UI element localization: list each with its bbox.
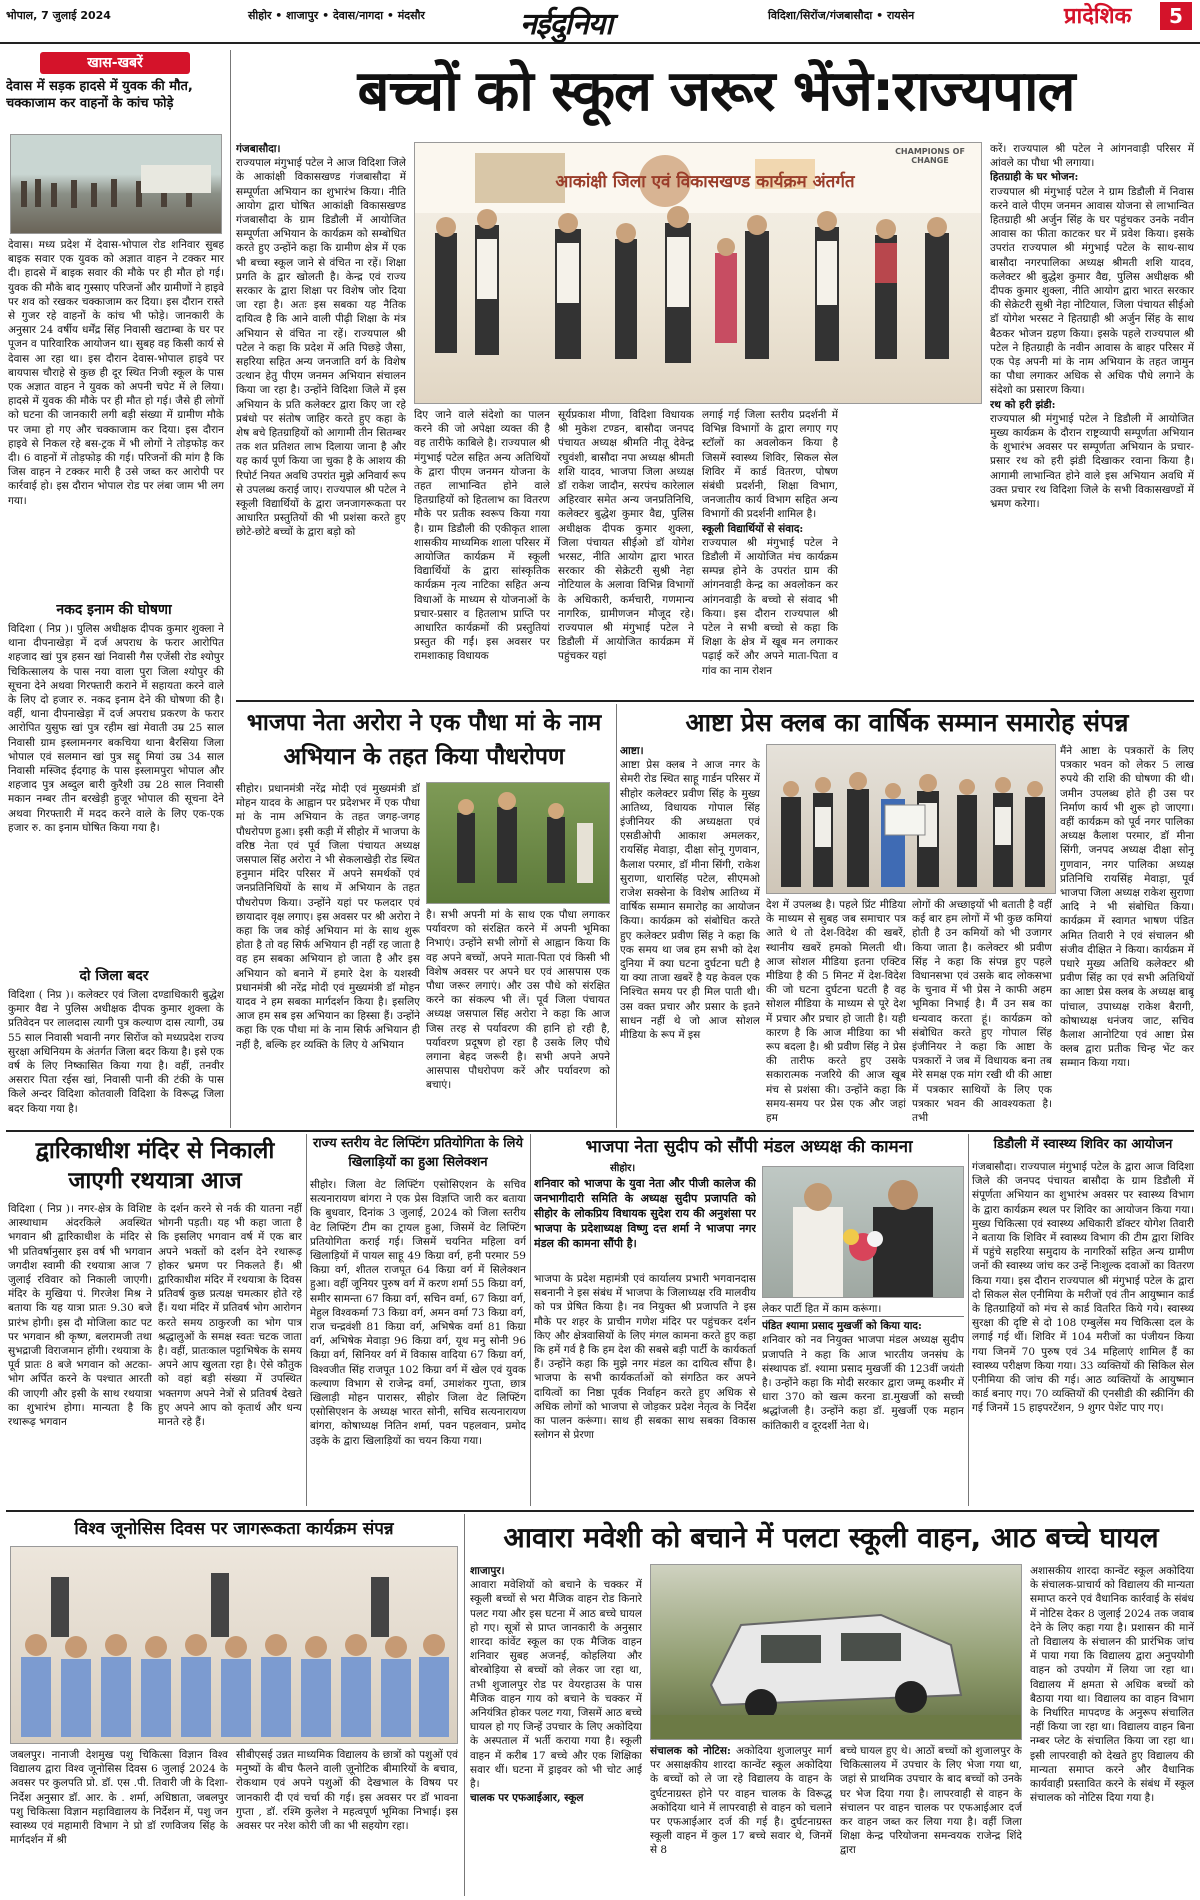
column-divider-5 [968,1134,969,1506]
governor-event-photo [414,142,982,404]
didauli-headline: डिडौली में स्वास्थ्य शिविर का आयोजन [993,1137,1173,1152]
sudeep-headline: भाजपा नेता सुदीप को सौंपी मंडल अध्यक्ष की कामना [585,1137,913,1157]
left-cities: सीहोर • शाजापुर • देवास/नागदा • मंदसौर [248,9,425,22]
sudeep-photo [762,1166,964,1298]
lead-col3-text: सूर्यप्रकाश मीणा, विदिशा विधायक श्री मुकेश टण्डन, बासौदा जनपद पंचायत अध्यक्ष श्रीमति नीतू देवेन्द्र रघुवंशी, बासौदा नपा अध्यक्ष श्रीमती शशि यादव, भाजपा जिला अध्यक्ष डॉ राकेश जादौन, सरपंच कारेलाल अहिरवार समेत अन्य जनप्रतिनिधि, कलेक्टर बुद्धेश कुमार वैद्य, पुलिस अधीक्षक दीपक कुमार शुक्ला, जिला पंचायत सीईओ डॉ योगेश भरसट, नीति आयोग द्वारा भारत सरकार की सेक्रेटरी सुश्री नेहा नोटियाल के अलावा विभिन्न विभागों के अधिकारी, कर्मचारी, गणमान्य नागरिक, ग्रामीणजन मौजूद रहे। राज्यपाल श्री मंगुभाई पटेल ने डिडौली में आयोजित कार्यक्रम में पहुंचकर यहां [558,409,694,663]
lead-dateline: गंजबासौदा। [236,143,281,155]
awara-column-2 [650,1744,832,1898]
zoonosis-headline: विश्व जूनोसिस दिवस पर जागरूकता कार्यक्रम संपन्न [74,1519,394,1539]
lead-col1-text: राज्यपाल मंगुभाई पटेल ने आज विदिशा जिले के आकांक्षी विकासखण्ड गंजबासौदा में सम्पूर्णता अभियान का शुभारंभ किया। नीति आयोग द्वारा घोषित आकांक्षी विकासखण्ड गंजबासौदा के ग्राम डिडौली में आयोजित सम्पूर्णता अभियान के कार्यक्रम को सम्बोधित करते हुए उन्होंने कहा कि ग्रामीण क्षेत्र में एक भी बच्चा स्कूल जाने से वंचित ना रहें। शिक्षा प्रगति के द्वार खोलती है। केन्द्र एवं राज्य सरकार के द्वारा शिक्षा पर विशेष जोर दिया जा रहा है। अतः इस सबका यह नैतिक दायित्व है कि आने वाली पीढ़ी शिक्षा के मंत्र अभियान से वंचित ना रहें। राज्यपाल श्री पटेल ने कहा कि प्रदेश में अति पिछड़े जैसा, सहरिया सहित अन्य जनजाति वर्ग के विशेष उत्थान हेतु पीएम जनमन अभियान संचालन किया जा रहा है। उन्होंने विदिशा जिले में इस अभियान के प्रति कलेक्टर द्वारा किए जा रहे प्रबंधो पर संतोष जाहिर करते हुए कहा के शेष बचे हितग्राहियों को आगामी तीन सितम्बर तक शत प्रतिशत लाभ दिलाया जाना है और यह कार्य पूर्ण किया जा चुका है के आशय की रिपोर्ट नियत अवधि उपरांत मुझे अनिवार्य रूप से उपलब्ध कराई जाए। राज्यपाल श्री पटेल ने स्कूली विद्यार्थियों के द्वारा जनजागरूकता पर आधारित प्रस्तुतियों की भी प्रशंसा करते हुए छोटे-छोटे बच्चों के द्वारा बड़ो को [236,157,406,539]
sudeep-cont: लेकर पार्टी हित में काम करूंगा। [762,1303,882,1315]
ashta-col1-text: आष्टा प्रेस क्लब ने आज नगर के सेमरी रोड स्थित साहू गार्डन परिसर में सीहोर कलेक्टर प्रवीण सिंह के मुख्य आतिथ्य, विधायक गोपाल सिंह इंजीनियर की अध्यक्षता एवं एसडीओपी आकाश अमलकर, रायसिंह मेवाड़ा, दीक्षा सोनू गुणवान, कैलाश परमार, डॉ मीना सिंगी, राकेश सुराणा, धारासिंह पटेल, सीएमओ राजेश सक्सेना के विशेष आतिथ्य में वार्षिक सम्मान समारोह का आयोजन किया। कार्यक्रम को संबोधित करते हुए कलेक्टर प्रवीण सिंह ने कहा कि एक समय था जब हम सभी को देश दुनिया में क्या घटना दुर्घटना घटी है या क्या ताजा खबरें है यह केवल एक निश्चित समय पर ही मिल पाती थी। उस वक्त प्रचार और प्रसार के इतने साधन नहीं थे जो आज सोशल मीडिया के रूप में इस [620,759,760,1042]
ashta-headline: आष्टा प्रेस क्लब का वार्षिक सम्मान समारोह संपन्न [685,708,1129,737]
lead-col5-subhead-2: रथ को हरी झंडी: [990,398,1056,411]
khas-body: देवास। मध्य प्रदेश में देवास-भोपाल रोड शनिवार सुबह बाइक सवार एक युवक को अज्ञात वाहन ने टक्कर मार दी। हादसे में बाइक सवार की मौके पर ही मौत हो गई। युवक की मौके बाद गुस्साए परिजनों और ग्रामीणों ने हाइवे पर शव को रखकर चक्काजाम कर दिया। इस दौरान रास्ते से गुजर रहे वाहनों के कांच भी फोड़े। जानकारी के अनुसार 24 वर्षीय धर्मेंद्र सिंह निवासी खटाम्बा के घर पर पूजन व पारिवारिक आयोजन था। सुबह वह किसी कार्य से देवास आ रहा था। इस दौरान देवास-भोपाल हाइवे पर बायपास चौराहे से कुछ ही दूर स्थित निजी स्कूल के पास एक अज्ञात वाहन ने युवक को अपनी चपेट में ले लिया। हादसे में युवक की मौके पर ही मौत हो गई। जैसे ही लोगों को घटना की जानकारी लगी बड़ी संख्या में ग्रामीण मौके पर जमा हो गए और चक्काजाम कर दिया। इस दौरान हाइवे से निकल रहे बस-ट्रक में भी लोगों ने तोड़फोड़ कर दी। 6 वाहनों में तोड़फोड़ की गई। परिजनों की मांग है कि जिस वाहन ने टक्कर मारी है उसे जब्त कर आरोपी पर कार्रवाई हो। इस दौरान भोपाल रोड पर लंबा जाम भी लग गया। [8,239,224,507]
column-divider-3 [306,1134,307,1506]
lead-col5-text-a: करें। राज्यपाल श्री पटेल ने आंगनवाड़ी परिसर में आंवले का पौधा भी लगाया। [990,143,1194,170]
column-divider-2 [616,704,617,1128]
dwarka-col2-text: के दर्शन करने से नर्क की यातना नहीं भोगनी पड़ती। यह भी कहा जाता है कि इसलिए भगवान वर्ष में एक बार अपने भक्तों को दर्शन देने रथारूढ़ होकर भ्रमण पर निकलते हैं। श्री द्वारिकाधीश मंदिर में रथयात्रा के दिवस प्रतिवर्ष कुछ प्रत्यक्ष चमत्कार होते रहे हैं। यथा मंदिर में प्रतिवर्ष भोग आरोगन करते समय ठाकुरजी का भोग पात्र श्रद्धालुओं के समक्ष स्वतः चटक जाता है। वहीं, प्रातःकाल पट्टाभिषेक के समय अपने आप खुलता रहा है। ऐसे कौतुक को वहां बड़ी संख्या में उपस्थित भक्तगण अपने नेत्रों से प्रतिवर्ष देखते हुए अपने आप को कृतार्थ और धन्य मानते रहे हैं। [158,1203,302,1429]
masthead-logo: नईदुनिया [520,7,612,42]
section-label: प्रादेशिक [1064,4,1132,29]
section-divider-3 [6,1510,1194,1512]
overturned-vehicle-photo [650,1564,1022,1740]
right-cities: विदिशा/सिरोंज/गंजबासौदा • रायसेन [768,9,915,22]
students-illustration [11,1547,458,1744]
lead-col5-subhead-1: हितग्राही के घर भोजन: [990,171,1079,184]
dwarka-col1-text: विदिशा ( निप्र )। नगर-क्षेत्र के विशिष्ट आस्थाधाम अंदरकिले अवस्थित भगवान श्री द्वारिकाधीश के मंदिर से भी प्रतिवर्षानुसार इस वर्ष भी भगवान जगदीश स्वामी की रथयात्रा आज 7 जुलाई रविवार को निकाली जाएगी। मंदिर के मुखिया पं. गिरजेश मिश्र ने बताया कि यह यात्रा प्रातः 9.30 बजे प्रारंभ होगी। इस दौ मोजिला काट पट पर भगवान श्री कृष्ण, बलरामजी तथा सुभद्राजी विराजमान होंगी। रथयात्रा के पूर्व प्रातः 8 बजे भगवान को अटका-भोग अर्पित करने के पश्चात आरती की जाएगी और इसी के साथ रथयात्रा का शुभारंभ होगा। मान्यता है कि रथारूढ़ भगवान [8,1203,152,1429]
lead-column-4 [702,408,838,696]
vehicle-illustration [651,1565,1022,1740]
event-banner-text: आकांक्षी जिला एवं विकासखण्ड कार्यक्रम अंतर्गत [555,172,855,192]
ashta-dateline: आष्टा। [620,745,644,757]
sudeep-dateline: सीहोर। [610,1163,636,1174]
awara-col4-text: अशासकीय शारदा कान्वेंट स्कूल अकोदिया के संचालक-प्राचार्य को विद्यालय की मान्यता समाप्त करने एवं वैधानिक कार्रवाई के संबंध में नोटिस देकर 8 जुलाई 2024 तक जवाब देने के लिए कहा गया है। प्रशासन की मानें तो विद्यालय के संचालन की प्रारंभिक जांच में पाया गया कि विद्यालय द्वारा अनुपयोगी वाहन को उपयोग में लिया जा रहा था। विद्यालय में क्षमता से अधिक बच्चों को बैठाया गया था। विद्यालय का वाहन विभाग के निर्धारित मापदण्ड के अनुरूप संचालित नहीं किया जा रहा था। विद्यालय वाहन बिना नम्बर प्लेट के संचालित किया जा रहा था। इसी लापरवाही को देखते हुए विद्यालय की मान्यता समाप्त करने और वैधानिक कार्यवाही प्रस्तावित करने के संबंध में स्कूल संचालक को नोटिस दिया गया है। [1030,1565,1194,1805]
awara-col3-text: बच्चे घायल हुए थे। आठों बच्चों को शुजालपुर के चिकित्सालय में उपचार के लिए भेजा गया था, जहां से प्राथमिक उपचार के बाद बच्चों को उनके घर भेज दिया गया है। लापरवाही से वाहन के संचालन पर वाहन चालक पर एफआईआर दर्ज कर वाहन जब्त कर लिया गया है। वहीं जिला शिक्षा केन्द्र परियोजना समन्वयक राजेन्द्र शिंदे द्वारा [840,1745,1022,1857]
sudeep-body: भाजपा के प्रदेश महामंत्री एवं कार्यालय प्रभारी भगवानदास सबनानी ने इस संबंध में भाजपा के जिलाध्यक्ष रवि मालवीय को पत्र प्रेषित किया है। नव नियुक्त श्री प्रजापति ने इस मौके पर शहर के प्राचीन गणेश मंदिर पर पहुंचकर दर्शन किए और क्षेत्रवासियों के लिए मंगल कामना करते हुए कहा कि हमें गर्व है कि हम देश की सबसे बड़ी पार्टी के कार्यकर्ता हैं। उन्होंने कहा कि मुझे नगर मंडल का दायित्व सौंपा है। भाजपा के सभी कार्यकर्ताओं को संगठित कर अपने दायित्वों का निष्ठा पूर्वक निर्वाहन करते हुए अधिक से अधिक लोगों को भाजपा से जोड़कर प्रदेश नेतृत्व के निर्देश का पालन करूंगा। साथ ही सबका साथ सबका विकास स्लोगन से प्रेरणा [534,1273,756,1442]
column-divider-4 [530,1134,531,1506]
dwarka-headline: द्वारिकाधीश मंदिर से निकाली जाएगी रथयात्रा आज [35,1138,275,1194]
arora-col2-text: है। सभी अपनी मां के साथ एक पौधा लगाकर पर्यावरण को संरक्षित करने में अपनी भूमिका निभाएं। उन्होंने सभी लोगों से आह्वान किया कि वह अपने बच्चों, अपने माता-पिता एवं किसी भी विशेष अवसर पर अपने घर एवं आसपास एक पौधा जरूर लगाएं। और उस पौधे को संरक्षित करने का संकल्प भी लें। पूर्व जिला पंचायत अध्यक्ष जसपाल सिंह अरोरा ने कहा कि आज जिस तरह से पर्यावरण की हानि हो रही है, पर्यावरण प्रदूषण हो रहा है उसके लिए पौधे लगाना बेहद जरूरी है। सभी अपने अपने आसपास पौधरोपण करें और पर्यावरण को बचाएं। [426,909,610,1092]
plantation-illustration [427,783,610,904]
khas-headline: देवास में सड़क हादसे में युवक की मौत, चक्काजाम कर वाहनों के कांच फोड़े [6,79,193,111]
crowd-illustration [11,135,222,234]
sudeep-subhead: पंडित श्यामा प्रसाद मुखर्जी को किया याद: [762,1316,964,1333]
zila-badar-headline: दो जिला बदर [79,968,149,984]
awara-column-1 [470,1564,642,1898]
zoonosis-col2-text: सीबीएसई उन्नत माध्यमिक विद्यालय के छात्रों को पशुओं एवं मनुष्यों के बीच फैलने वाली ज़ूनोटिक बीमारियों के बचाव, रोकथाम एवं अपने पशुओं की देखभाल के विषय पर जानकारी दी एवं चर्चा की गई। इस अवसर पर डॉ भावना गुप्ता , डॉ. रश्मि कुलेश ने महत्वपूर्ण भूमिका निभाई। इस अवसर पर नरेश कोरी जी का भी सहयोग रहा। [236,1749,458,1833]
sudeep-column-2 [762,1302,964,1504]
ashta-col3-text: लोगों की अच्छाइयों भी बताती है वहीं कई बार हम लोगों में भी कुछ कमियां होती है उन कमियों को भी उजागर किया जाता है। कलेक्टर श्री प्रवीण सिंह ने कहा कि संपन्न हुए पहले विधानसभा एवं उसके बाद लोकसभा के चुनाव में भी प्रेस ने काफी अहम भूमिका निभाई है। मैं उन सब का धन्यवाद करता हूं। कार्यक्रम को संबोधित करते हुए गोपाल सिंह इंजीनियर ने कहा कि आष्टा के पत्रकारों ने जब में विधायक बना तब मेरे समक्ष एक मांग रखी थी की आष्टा में पत्रकार साथियों के लिए एक पत्रकार भवन की आवश्यकता है। तभी [912,899,1052,1125]
press-club-illustration [767,745,1056,894]
lead-column-5 [990,142,1194,696]
bouquet-illustration [763,1167,964,1298]
sudeep-body-2: शनिवार को नव नियुक्त भाजपा मंडल अध्यक्ष सुदीप प्रजापति ने कहा कि आज भारतीय जनसंघ के संस्थापक डॉ. श्यामा प्रसाद मुखर्जी की 123वीं जयंती है। उन्होंने कहा कि मोदी सरकार द्वारा जम्मू कश्मीर में धारा 370 को खत्म करना डा.मुखर्जी को सच्ची श्रद्धांजली है। उन्होंने कहा डॉ. मुखर्जी एक महान कांतिकारी व दूरदर्शी नेता थे। [762,1334,964,1432]
lead-column-1 [236,142,406,696]
weight-body: सीहोर। जिला वेट लिफ्टिंग एसोसिएशन के सचिव सत्यनारायण बांगरा ने एक प्रेस विज्ञप्ति जारी कर बताया कि बुधवार, दिनांक 3 जुलाई, 2024 को जिला स्तरीय वेट लिफ्टिंग टीम का ट्रायल हुआ, जिसमें वेट लिफ्टिंग प्रतियोगिता कराई गई। जिसमें चयनित महिला वर्ग खिलाड़ियों में पायल साहू 49 किग्रा वर्ग, हनी परमार 59 किग्रा वर्ग, शीतल राजपूत 64 किग्रा वर्ग में सिलेक्शन हुआ। वहीं जूनियर पुरुष वर्ग में करण शर्मा 55 किग्रा वर्ग, समीर सामन्ता 67 किग्रा वर्ग, सचिन वर्मा, 67 किग्रा वर्ग, मेहुल विश्वकर्मा 73 किग्रा वर्ग, अमन वर्मा 73 किग्रा वर्ग, राज चन्द्रवंशी 81 किग्रा वर्ग, अभिषेक वर्मा 81 किग्रा वर्ग, अभिषेक मेवाड़ा 96 किग्रा वर्ग, यूथ मनु सोनी 96 किग्रा वर्ग, सिनियर वर्ग में विकास वादिया 67 किग्रा वर्ग, विश्वजीत सिंह राजपूत 102 किग्रा वर्ग में खेल एवं युवक कल्याण विभाग से राजेन्द्र वर्मा, उमाशंकर गुप्ता, छात्र खिलाड़ी मोहन पारासर, सीहोर जिला वेट लिफ्टिंग एसोसिएशन के अध्यक्ष भारत सोनी, सचिव सत्यनारायण बांगरा, कोषाध्यक्ष नितिन शर्मा, पवन पहलवान, प्रमोद उइके के द्वारा खिलाड़ियों का चयन किया गया। [310,1179,526,1447]
dewas-accident-photo [10,134,222,234]
zoonosis-photo [10,1546,458,1744]
awara-col1-end: चालक पर एफआईआर, स्कूल [470,1792,584,1805]
awara-dateline: शाजापुर। [470,1565,505,1577]
page-number: 5 [1160,2,1192,30]
zila-badar-body: विदिशा ( निप्र )। कलेक्टर एवं जिला दण्डाधिकारी बुद्धेश कुमार वैद्य ने पुलिस अधीक्षक दीपक कुमार शुक्ला के प्रतिवेदन पर लालदास त्यागी पुत्र कल्याण दास त्यागी, उम्र 55 साल निवासी भवानी नगर सिरोंज को मध्यप्रदेश राज्य सुरक्षा अधिनियम के अंतर्गत जिला बदर किया है। इसे एक वर्ष के लिए निष्कासित किया गया है। वहीं, तनवीर असरार पिता रईस खां, निवासी पानी की टंकी के पास किले अन्दर विदिशा कोतवाली विदिशा के विरूद्ध जिला बदर किया गया है। [8,989,224,1115]
khas-khabre-tag: खास-खबरें [40,52,190,74]
lead-col2-text: दिए जाने वाले संदेशो का पालन करने की जो अपेक्षा व्यक्त की है वह तारीफे काबिले है। राज्यपाल श्री मंगुभाई पटेल सहित अन्य अतिथियों के द्वारा पीएम जनमन योजना के तहत लाभान्वित होने वाले हितग्राहियों को हितलाभ का वितरण मौके पर प्रतीक स्वरूप किया गया है। ग्राम डिडौली की एकीकृत शाला शासकीय माध्यमिक शाला परिसर में आयोजित कार्यक्रम में स्कूली विद्यार्थियों के द्वारा सांस्कृतिक कार्यक्रम नृत्य नाटिका सहित अन्य विधाओं के माध्यम से योजनाओं के प्रचार-प्रसार व हितलाभ प्राप्ति पर आधारित कार्यक्रमों की प्रस्तुतियां प्रस्तुत की गईं। इस अवसर पर रामशाकाह विधायक [414,409,550,663]
section-divider-2 [6,1130,1194,1132]
naqad-body: विदिशा ( निप्र )। पुलिस अधीक्षक दीपक कुमार शुक्ला ने थाना दीपनाखेड़ा में दर्ज अपराध के फरार आरोपित शहजाद खां पुत्र हसन खां निवासी गैस एजेंसी रोड श्योपुर चिकित्सालय के पास नया वाला पुरा जिला श्योपुर की सूचना देने अथवा गिरफ्तारी कराने में सहायता करने वाले के लिए दो हजार रु. नकद इनाम देने की घोषणा की है। वहीं, थाना दीपनाखेड़ा में दर्ज अपराध प्रकरण के फरार आरोपित युसुफ खां पुत्र रहीम खां मेवाती उम्र 25 साल निवासी ग्राम इस्लामनगर बकचिया थाना बैरसिया जिला भोपाल एवं सलमान खां पुत्र सद्दू मियां उम्र 34 साल निवासी मस्जिद ईदगाह के पास इस्लामपुरा भोपाल और शहजाद पुत्र अब्दुल बारी कुरैशी उम्र 28 साल निवासी मकान नम्बर तीन बरखेड़ी हुजूर भोपाल की सूचना देने अथवा गिरफ्तारी में मदद करने वाले के लिए एक-एक हजार रु. का इनाम घोषित किया गया है। [8,623,224,834]
naqad-headline: नकद इनाम की घोषणा [56,602,172,618]
issue-date: भोपाल, 7 जुलाई 2024 [6,9,111,22]
lead-col5-text-c: राज्यपाल श्री मंगुभाई पटेल ने डिडौली में आयोजित मुख्य कार्यक्रम के दौरान राष्ट्रव्यापी सम्पूर्णता अभियान के शुभारंभ अवसर पर सम्पूर्णता अभियान के प्रचार-प्रसार रथ को हरी झंडी दिखाकर रवाना किया है। आगामी लाभान्वित होने वाले इस अभियान अवधि में उक्त प्रचार रथ विदिशा जिले के सभी विकासखण्डों में भ्रमण करेगा। [990,412,1194,511]
awara-col1-text: आवारा मवेशियों को बचाने के चक्कर में स्कूली बच्चों से भरा मैजिक वाहन रोड किनारे पलट गया और इस घटना में आठ बच्चे घायल हो गए। सूत्रों से प्राप्त जानकारी के अनुसार शारदा कांवेंट स्कूल का एक मैजिक वाहन शनिवार सुबह अजनई, कोहलिया और बोरबोड़िया से बच्चों को लेकर जा रहा था, तभी शुजालपुर रोड पर वेयरहाउस के पास मैजिक वाहन गाय को बचाने के चक्कर में अनियंत्रित होकर पलट गया, जिसमें आठ बच्चे घायल हो गए जिन्हें उपचार के लिए अकोदिया के अस्पताल में भर्ती कराया गया है। स्कूली वाहन में करीब 17 बच्चे और एक शिक्षिका सवार थीं। घटना में ड्राइवर को भी चोट आई है। [470,1579,642,1791]
arora-col1-text: सीहोर। प्रधानमंत्री नरेंद्र मोदी एवं मुख्यमंत्री डॉ मोहन यादव के आह्वान पर प्रदेशभर में एक पौधा मां के नाम अभियान के तहत जगह-जगह पौधरोपण हुआ। इसी कड़ी में सीहोर में भाजपा के वरिष्ठ नेता एवं पूर्व जिला पंचायत अध्यक्ष जसपाल सिंह अरोरा ने भी सेकलाखेड़ी रोड स्थित हनुमान मंदिर परिसर में अपने समर्थकों एवं जनप्रतिनिधियों के साथ में अभियान के तहत पौधरोपण किया। उन्होंने यहां पर फलदार एवं छायादार वृक्ष लगाए। इस अवसर पर श्री अरोरा ने कहा कि जब कोई अभियान मां के साथ शुरू होता है तो वह सिर्फ अभियान ही नहीं रह जाता है वह हम सबका अभियान हो जाता है और इस अभियान को बनाने में हमारे देश के यशस्वी प्रधानमंत्री श्री नरेंद्र मोदी एवं मुख्यमंत्री डॉ मोहन यादव ने हम सबका मार्गदर्शन किया है। इसलिए आज हम सब इस अभियान का हिस्सा हैं। उन्होंने कहा कि एक पौधा मां के नाम सिर्फ अभियान ही नहीं है, बल्कि हर व्यक्ति के लिए ये अभियान [236,783,420,1051]
sudeep-lead: शनिवार को भाजपा के युवा नेता और पीजी कालेज की जनभागीदारी समिति के अध्यक्ष सुदीप प्रजापति को सीहोर के लोकप्रिय विधायक सुदेश राय की अनुशंसा पर भाजपा के प्रदेशाध्यक्ष विष्णु दत्त शर्मा ने भाजपा नगर मंडल की कामना सौंपी है। [534,1177,756,1250]
awara-col2-text: अकोदिया शुजालपुर मार्ग पर असाक्षकीय शारदा कान्वेंट स्कूल अकोदिया के बच्चों को ले जा रहे विद्यालय के वाहन के दुर्घटनाग्रस्त होने पर वाहन चालक के विरूद्ध अकोदिया थाने में लापरवाही से वाहन को चलाने पर एफआईआर दर्ज की गई है। दुर्घटनाग्रस्त स्कूली वाहन में कुल 17 बच्चे सवार थे, जिनमें से 8 [650,1745,832,1857]
zoonosis-col1-text: जबलपुर। नानाजी देशमुख पशु चिकित्सा विज्ञान विश्व विद्यालय द्वारा विश्व जूनोसिस दिवस 6 जुलाई 2024 के अवसर पर कुलपति प्रो. डॉ. एस .पी. तिवारी जी के दिशा-निर्देश अनुसार डॉ. आर. के . शर्मा, अधिष्ठाता, जबलपुर पशु चिकित्सा विज्ञान महाविद्यालय के निर्देशन में, पशु जन स्वास्थ्य एवं महामारी विभाग ने प्रो डॉ रणविजय सिंह के मार्गदर्शन में श्री [10,1749,228,1847]
arora-headline: भाजपा नेता अरोरा ने एक पौधा मां के नाम अभियान के तहत किया पौधरोपण [246,710,602,770]
champions-banner-text: CHAMPIONS OF CHANGE [895,147,965,165]
ashta-col4-text: मैंने आष्टा के पत्रकारों के लिए पत्रकार भवन को लेकर 5 लाख रुपये की राशि की घोषणा की थी। जमीन उपलब्ध होते ही उस पर निर्माण कार्य भी शुरू हो जाएगा। वहीं कार्यक्रम को पूर्व नगर पालिका अध्यक्ष कैलाश परमार, डॉ मीना सिंगी, जनपद अध्यक्ष दीक्षा सोनू गुणवान, नगर पालिका अध्यक्ष प्रतिनिधि रायसिंह मेवाड़ा, पूर्व भाजपा जिला अध्यक्ष राकेश सुराणा आदि ने भी संबोधित किया। कार्यक्रम में स्वागत भाषण पंडित अमित तिवारी ने एवं संचालन श्री संजीव दीक्षित ने किया। कार्यक्रम में पधारे मुख्य अतिथि कलेक्टर श्री प्रवीण सिंह का एवं सभी अतिथियों का आष्टा प्रेस क्लब के अध्यक्ष बाबू पांचाल, उपाध्यक्ष राकेश बैरागी, कोषाध्यक्ष धनंजय जाट, सचिव कैलाश आनोटिया एवं आष्टा प्रेस क्लब द्वारा प्रतीक चिन्ह भेंट कर सम्मान किया गया। [1060,745,1194,1070]
column-divider [230,50,231,1128]
page-header [0,0,1200,44]
press-club-photo [766,744,1056,894]
didauli-body: गंजबासौदा। राज्यपाल मंगुभाई पटेल के द्वारा आज विदिशा जिले की जनपद पंचायत बासौदा के ग्राम डिडौली में संपूर्णता अभियान का शुभारंभ अवसर पर स्वास्थ्य विभाग के द्वारा कार्यक्रम स्थल पर शिविर का आयोजन किया गया। मुख्य चिकित्सा एवं स्वास्थ्य अधिकारी डॉक्टर योगेश तिवारी ने बताया कि शिविर में स्वास्थ्य विभाग की टीम द्वारा शिविर में पहुंचे सहरिया समुदाय के नागरिकों सहित अन्य ग्रामीण जनों की स्वास्थ्य जांच कर उन्हें निःशुल्क दवाओं का वितरण किया गया। इस दौरान राज्यपाल श्री मंगुभाई पटेल के द्वारा दो सिकल सेल एनीमिया के मरीजों एवं तीन आयुष्मान कार्ड के हितग्राहियों को मंच से कार्ड वितरित किये गये। स्वास्थ्य सुरक्षा की दृष्टि से दो 108 एम्बुलेंस मय चिकित्सा दल के लगाई गई थीं। शिविर में 104 मरीजों का पंजीयन किया गया जिनमें 70 पुरुष एवं 34 महिलाएं शामिल हैं का स्वास्थ्य परीक्षण किया गया। 33 व्यक्तियों की सिकिल सेल एनीमिया की जांच की गई। आठ व्यक्तियों के आयुष्मान कार्ड बनाए गए। 70 व्यक्तियों की एनसीडी की स्क्रीनिंग की गई जिनमें 15 हाइपरटेंशन, 9 शुगर पेशेंट पाए गए। [972,1161,1194,1415]
lead-headline: बच्चों को स्कूल जरूर भेंजे:राज्यपाल [357,59,1075,124]
lead-col4-subhead: स्कूली विद्यार्थियों से संवाद: [702,522,804,535]
section-divider [236,700,1194,702]
ashta-col2-text: देश में उपलब्ध है। पहले प्रिंट मीडिया के माध्यम से सुबह जब समाचार पत्र आते थे तो देश-विदेश की खबरें, स्थानीय खबरें हमको मिलती थी। आज सोशल मीडिया इतना एक्टिव मीडिया है की 5 मिनट में देश-विदेश की जो घटना दुर्घटना घटती है वह सोशल मीडिया के माध्यम से पूरे देश में प्रचार और प्रचार हो जाती है। यही कारण है कि आज मीडिया का भी रूप बदला है। श्री प्रवीण सिंह ने प्रेस की तारीफ करते हुए उसके सकारात्मक नजरिये की आज खूब मंच से प्रशंसा की। उन्होंने कहा कि समय-समय पर प्रेस एक और जहां हम [766,899,906,1125]
weight-headline: राज्य स्तरीय वेट लिफ्टिंग प्रतियोगिता के लिये खिलाड़ियों का हुआ सिलेक्शन [312,1136,524,1170]
awara-col2-subhead: संचालक को नोटिस: [650,1745,731,1757]
lead-col4-text: लगाई गई जिला स्तरीय प्रदर्शनी में विभिन्न विभागों के द्वारा लगाए गए स्टॉलों का अवलोकन किया है जिसमें स्वास्थ्य शिविर, सिकल सेल शिविर में कार्ड वितरण, पोषण संबंधी प्रदर्शनी, शिक्षा विभाग, जनजातीय कार्य विभाग सहित अन्य विभागों की प्रदर्शनी शामिल है। [702,409,838,521]
lead-col4b-spacer [846,408,982,696]
lead-col5-text-b: राज्यपाल श्री मंगुभाई पटेल ने ग्राम डिडौली में निवास करने वाले पीएम जनमन आवास योजना से लाभान्वित हितग्राही श्री अर्जुन सिंह के घर पहुंचकर उनके नवीन आवास का फीता काटकर घर में प्रवेश किया। इसके उपरांत राज्यपाल श्री मंगुभाई पटेल के साथ-साथ बासौदा नगरपालिका अध्यक्ष श्रीमती शशि यादव, कलेक्टर श्री बुद्धेश कुमार वैद्य, पुलिस अधीक्षक श्री दीपक कुमार शुक्ला, नीति आयोग द्वारा भारत सरकार की सेक्रेटरी सुश्री नेहा नोटियाल, जिला पंचायत सीईओ डॉ योगेश भरसट ने हितग्राही श्री अर्जुन सिंह के साथ बैठकर भोजन ग्रहण किया। इसके पहले राज्यपाल श्री पटेल ने हितग्राही के नवीन आवास के बाहर परिसर में एक पेड़ अपनी मां के नाम अभियान के तहत जामुन का पौधा लगाकर अधिक से अधिक पौधे लगाने के संदेशो का प्रसारण किया। [990,185,1194,397]
ashta-column-1 [620,744,760,1126]
lead-col4-text-b: राज्यपाल श्री मंगुभाई पटेल ने डिडौली में आयोजित मंच कार्यक्रम सम्पन्न होने के उपरांत ग्राम की आंगनवाड़ी केन्द्र का अवलोकन कर आंगनवाड़ी के बच्चो से संवाद भी किया। इस दौरान राज्यपाल श्री पटेल ने सभी बच्चो से कहा कि शिक्षा के क्षेत्र में खूब मन लगाकर पढ़ाई करें और अपने माता-पिता व गांव का नाम रोशन [702,536,838,677]
awara-headline: आवारा मवेशी को बचाने में पलटा स्कूली वाहन, आठ बच्चे घायल [503,1521,1159,1554]
column-divider-6 [464,1514,465,1896]
plantation-photo [426,782,610,904]
